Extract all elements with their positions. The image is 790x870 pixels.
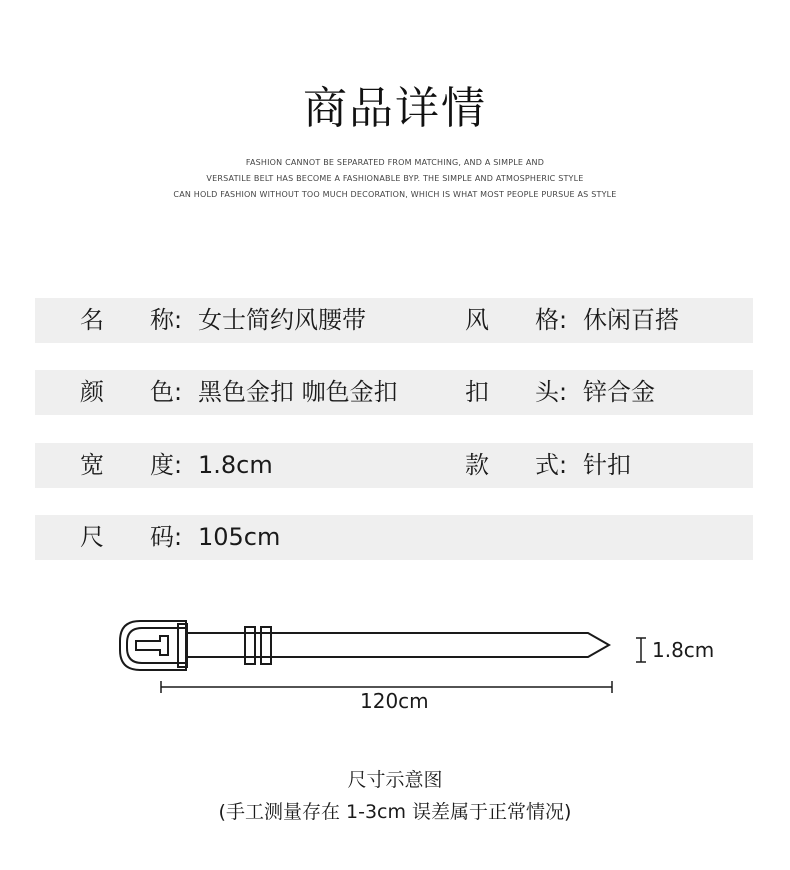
- spec-row-size: [35, 515, 753, 560]
- spec-row-width-style: [35, 443, 753, 488]
- spec-value: 锌合金: [583, 378, 655, 406]
- spec-row-color-buckle: [35, 370, 753, 415]
- subtitle-line: VERSATILE BELT HAS BECOME A FASHIONABLE BYP. THE SIMPLE AND ATMOSPHERIC STYLE: [206, 174, 584, 183]
- buckle-prong: [136, 636, 168, 655]
- spec-key-char: 称:: [150, 306, 183, 334]
- spec-key-char: 宽: [80, 451, 104, 479]
- spec-value: 105cm: [198, 523, 281, 551]
- page-subtitle: [0, 155, 790, 203]
- subtitle-line: FASHION CANNOT BE SEPARATED FROM MATCHING, AND A SIMPLE AND: [245, 158, 545, 167]
- spec-value: 针扣: [583, 451, 631, 479]
- spec-key-char: 名: [80, 306, 104, 334]
- spec-key-char: 度:: [150, 451, 183, 479]
- spec-key-char: 颜: [80, 378, 104, 406]
- width-marker: [636, 638, 646, 662]
- spec-key-char: 格:: [535, 306, 568, 334]
- spec-key-char: 色:: [150, 378, 183, 406]
- spec-key-char: 扣: [465, 378, 489, 406]
- spec-key-char: 码:: [150, 523, 183, 551]
- width-dimension-label: 1.8cm: [652, 638, 715, 662]
- length-dimension-label: 120cm: [360, 689, 429, 713]
- spec-value: 休闲百搭: [583, 306, 679, 334]
- spec-key-char: 款: [465, 451, 489, 479]
- spec-key-char: 尺: [80, 523, 104, 551]
- page-title: 商品详情: [303, 83, 487, 134]
- spec-value: 黑色金扣 咖色金扣: [198, 378, 398, 406]
- subtitle-line: CAN HOLD FASHION WITHOUT TOO MUCH DECORATION, WHICH IS WHAT MOST PEOPLE PURSUE AS STYLE: [173, 190, 617, 199]
- spec-row-name-style: [35, 298, 753, 343]
- measurement-note: (手工测量存在 1-3cm 误差属于正常情况): [218, 801, 572, 823]
- spec-value: 1.8cm: [198, 451, 273, 479]
- belt-strap: [187, 633, 609, 657]
- diagram-caption: 尺寸示意图: [347, 769, 443, 791]
- spec-value: 女士简约风腰带: [198, 306, 366, 334]
- spec-key-char: 头:: [535, 378, 568, 406]
- spec-key-char: 式:: [535, 451, 568, 479]
- spec-key-char: 风: [465, 306, 489, 334]
